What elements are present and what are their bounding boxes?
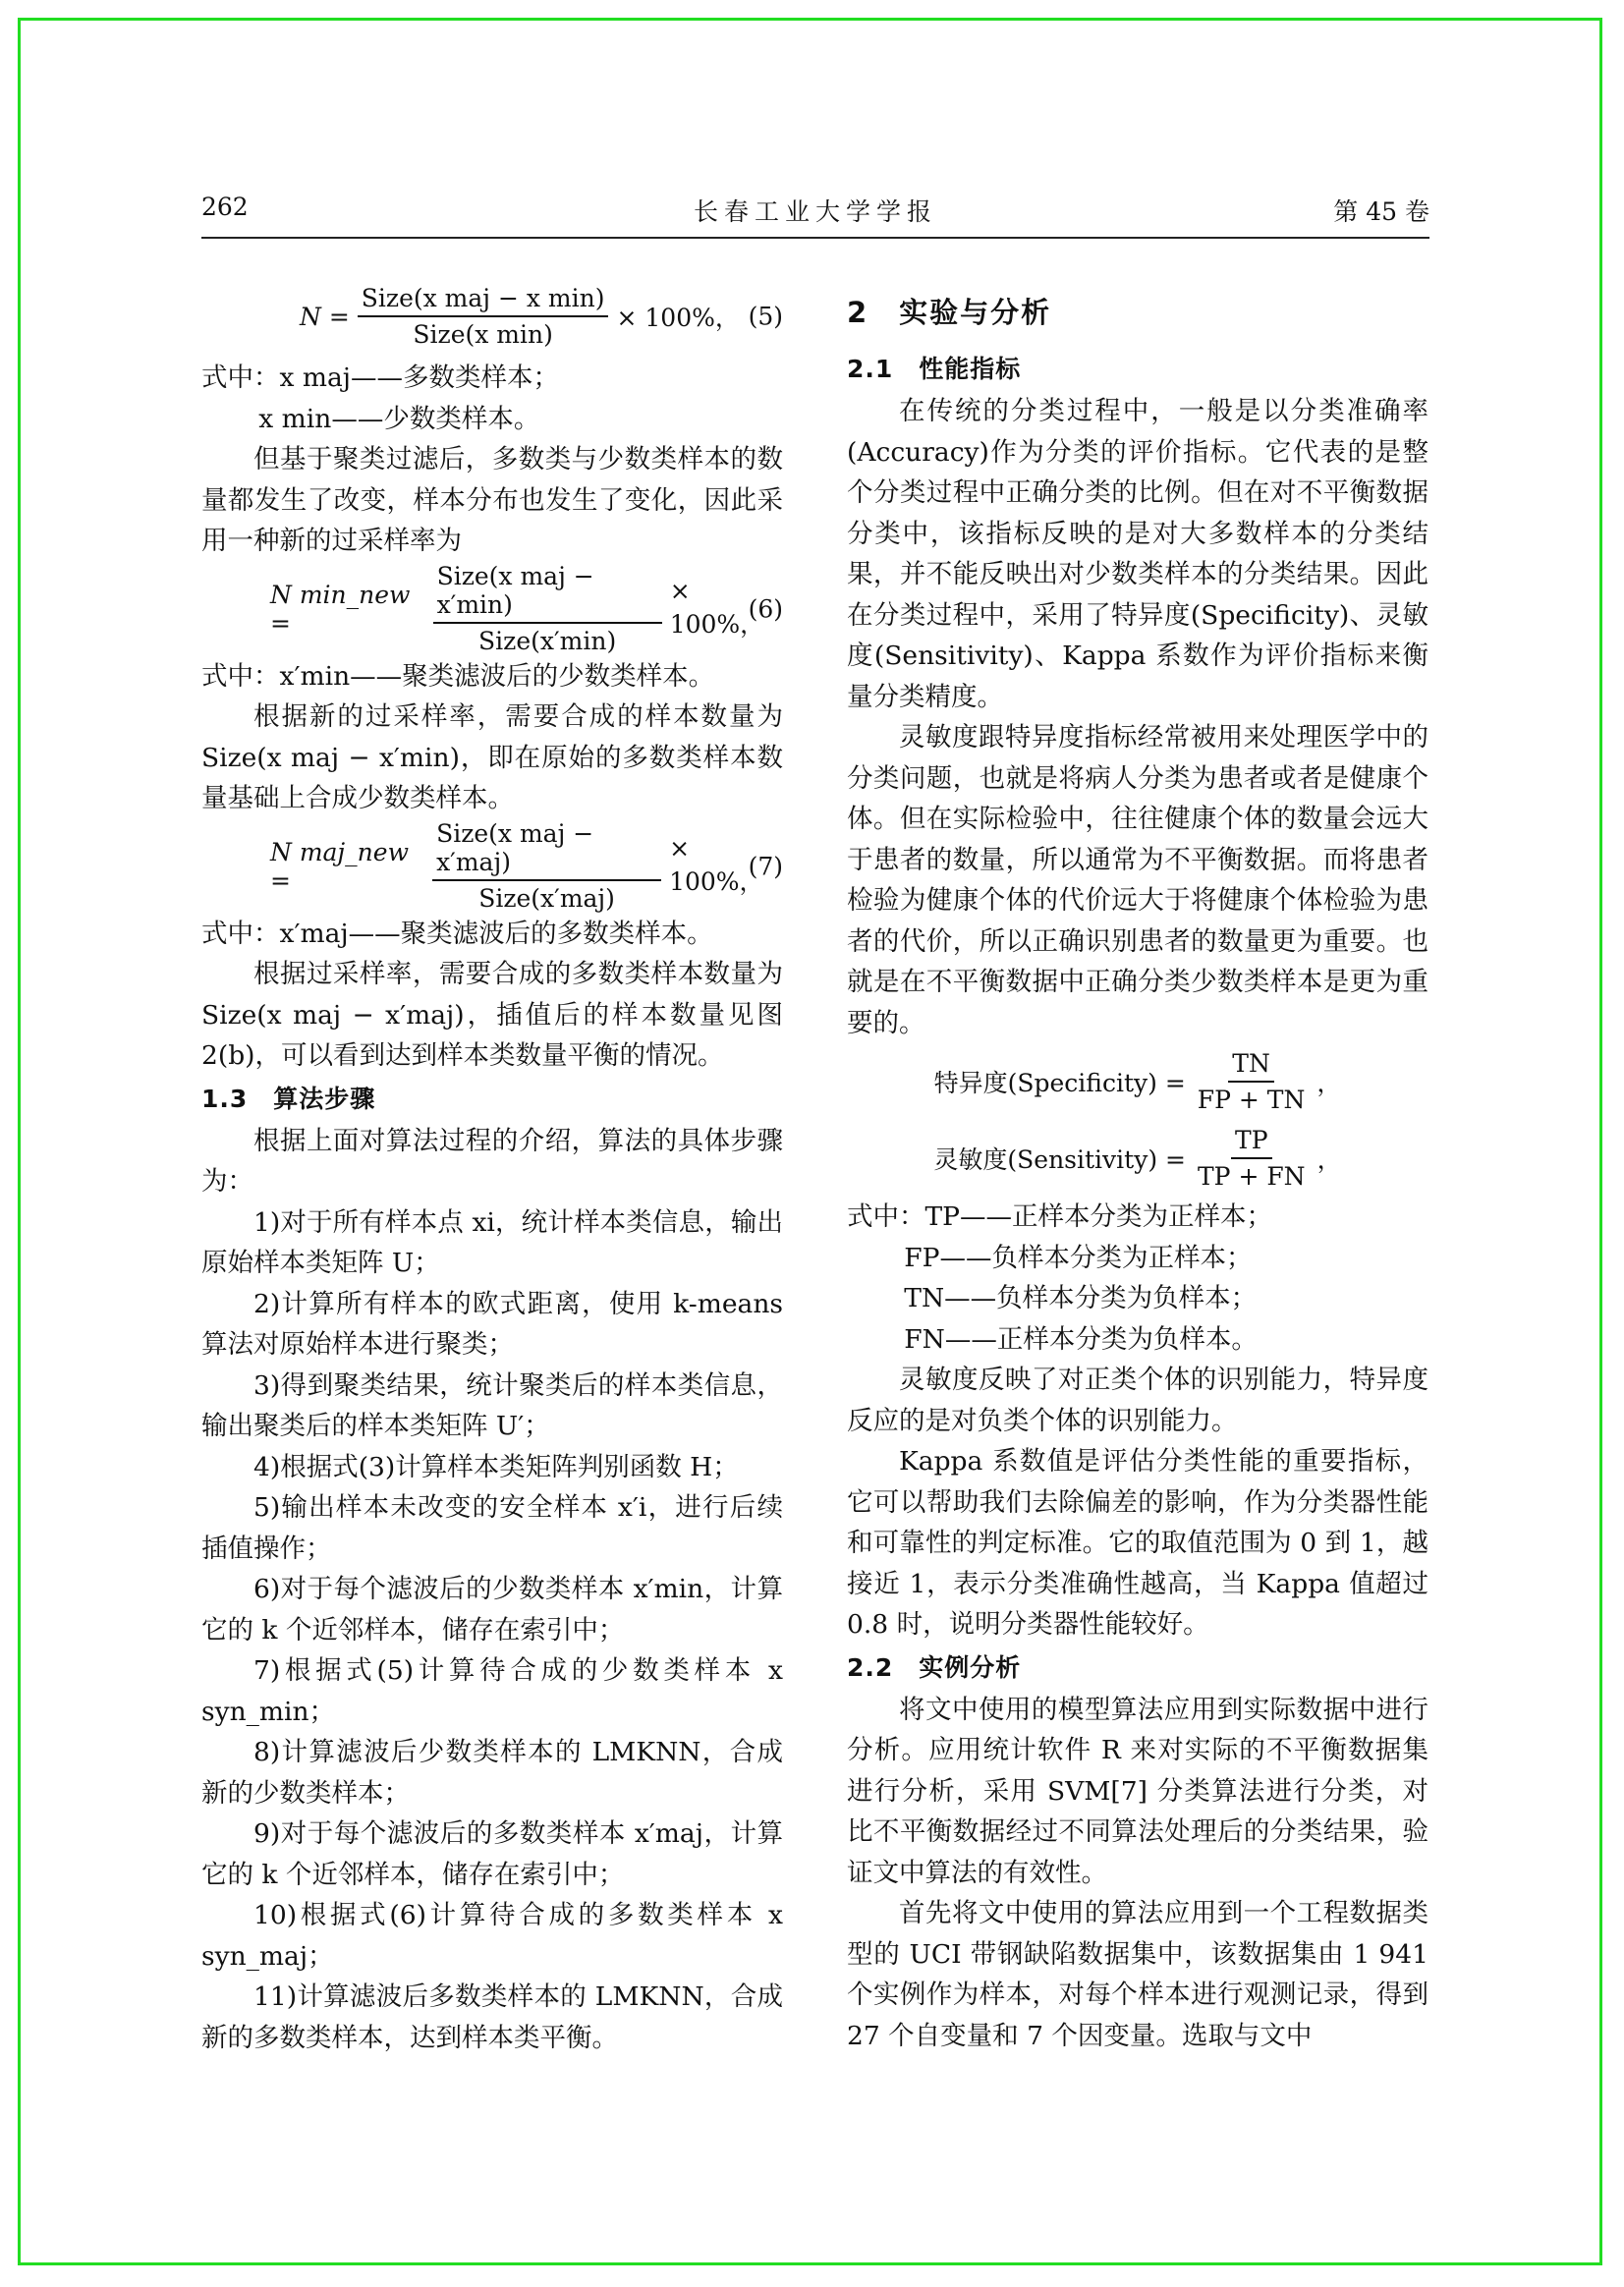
sens-comma: ，: [1316, 1145, 1342, 1174]
def7: 式中：x′maj——聚类滤波后的多数类样本。: [201, 918, 713, 949]
eq5-number: (5): [748, 302, 783, 331]
spec-lhs: 特异度(Specificity) =: [933, 1069, 1186, 1097]
eq7-tail: × 100%，: [669, 834, 764, 896]
eq5-denominator: Size(x min): [413, 320, 553, 349]
definition-tp: 式中：TP——正样本分类为正样本；: [847, 1201, 1273, 1232]
def5b: x min——少数类样本。: [258, 403, 540, 434]
eq7-lhs: N maj_new =: [270, 837, 409, 895]
sens-numerator: TP: [1231, 1126, 1272, 1159]
sens-denominator: TP + FN: [1198, 1162, 1306, 1191]
step-4: 4)根据式(3)计算样本类矩阵判别函数 H；: [253, 1451, 739, 1482]
eq6-fraction: [433, 562, 662, 655]
eq7-numerator: Size(x maj − x′maj): [432, 819, 661, 881]
paragraph: 灵敏度跟特异度指标经常被用来处理医学中的分类问题，也就是将病人分类为患者或者是健康个体。但在实际检验中，往往健康个体的数量会远大于患者的数量，所以通常为不平衡数据。而将患者检验为健康个体的代价远大于将健康个体检验为患者的代价，所以正确识别患者的数量更为重要。也就是在不平衡数据中正确分类少数类样本是更为重要的。: [847, 722, 1428, 1038]
paragraph: 灵敏度反映了对正类个体的识别能力，特异度反应的是对负类个体的识别能力。: [847, 1365, 1428, 1436]
step-7: 7)根据式(5)计算待合成的少数类样本 x syn_min；: [201, 1655, 783, 1727]
paragraph: 根据过采样率，需要合成的多数类样本数量为 Size(x maj − x′maj)，插值后的样本数量见图 2(b)，可以看到达到样本类数量平衡的情况。: [201, 959, 783, 1071]
eq6-number: (6): [748, 594, 783, 623]
paragraph: 但基于聚类过滤后，多数类与少数类样本的数量都发生了改变，样本分布也发生了变化，因此采用一种新的过采样率为: [201, 444, 783, 556]
paragraph: 首先将文中使用的算法应用到一个工程数据类型的 UCI 带钢缺陷数据集中，该数据集由 1 941个实例作为样本，对每个样本进行观测记录，得到 27 个自变量和 7 个因变量。选取与文中: [847, 1898, 1428, 2051]
step-11: 11)计算滤波后多数类样本的 LMKNN，合成新的多数类样本，达到样本类平衡。: [201, 1981, 783, 2053]
specificity-formula: [847, 1043, 1428, 1120]
definition-fn: FN——正样本分类为负样本。: [904, 1323, 1258, 1355]
section-heading-1-3: 1.3 算法步骤: [201, 1084, 376, 1113]
eq6-denominator: Size(x′min): [478, 627, 617, 655]
def5a: 式中：x maj——多数类样本；: [201, 363, 560, 393]
eq6-numerator: Size(x maj − x′min): [433, 562, 662, 624]
volume-label: 第 45 卷: [1333, 197, 1429, 226]
eq6-lhs: N min_new =: [270, 580, 411, 638]
right-column: [847, 275, 1428, 2056]
paragraph: Kappa 系数值是评估分类性能的重要指标，它可以帮助我们去除偏差的影响，作为分类器性能和可靠性的判定标准。它的取值范围为 0 到 1，越接近 1，表示分类准确性越高，当 Kappa 值超过 0.8 时，说明分类器性能较好。: [847, 1446, 1428, 1640]
step-6: 6)对于每个滤波后的少数类样本 x′min，计算它的 k 个近邻样本，储存在索引中；: [201, 1574, 783, 1646]
paragraph: 在传统的分类过程中，一般是以分类准确率(Accuracy)作为分类的评价指标。它代表的是整个分类过程中正确分类的比例。但在对不平衡数据分类中，该指标反映的是对大多数样本的分类结果，并不能反映出对少数类样本的分类结果。因此在分类过程中，采用了特异度(Specificity)、灵敏度(Sensitivity)、Kappa 系数作为评价指标来衡量分类精度。: [847, 396, 1428, 712]
page-number: 262: [201, 193, 249, 221]
paragraph: 根据新的过采样率，需要合成的样本数量为 Size(x maj − x′min)，即在原始的多数类样本数量基础上合成少数类样本。: [201, 701, 783, 813]
eq7-number: (7): [748, 852, 783, 880]
step-2: 2)计算所有样本的欧式距离，使用 k-means 算法对原始样本进行聚类；: [201, 1288, 783, 1360]
running-header: [201, 193, 1429, 238]
step-9: 9)对于每个滤波后的多数类样本 x′maj，计算它的 k 个近邻样本，储存在索引中；: [201, 1818, 783, 1890]
sens-lhs: 灵敏度(Sensitivity) =: [933, 1145, 1186, 1174]
spec-fraction: [1194, 1049, 1310, 1114]
step-10: 10)根据式(6)计算待合成的多数类样本 x syn_maj；: [201, 1900, 783, 1972]
spec-numerator: TN: [1228, 1049, 1274, 1083]
section-heading-2: 2 实验与分析: [847, 296, 1052, 329]
header-rule: [201, 237, 1429, 239]
definition-tn: TN——负样本分类为负样本；: [904, 1283, 1258, 1313]
eq5-tail: × 100%，: [616, 304, 740, 332]
step-5: 5)输出样本未改变的安全样本 x′i，进行后续插值操作；: [201, 1492, 783, 1564]
spec-denominator: FP + TN: [1197, 1086, 1306, 1114]
step-1: 1)对于所有样本点 xi，统计样本类信息，输出原始样本类矩阵 U；: [201, 1206, 783, 1278]
eq7-fraction: [432, 819, 661, 913]
eq5-lhs: N =: [300, 302, 350, 331]
equation-6: [201, 562, 783, 656]
paragraph: 根据上面对算法过程的介绍，算法的具体步骤为：: [201, 1125, 783, 1197]
sens-fraction: [1194, 1126, 1310, 1191]
journal-title: 长春工业大学学报: [693, 197, 937, 226]
spec-comma: ，: [1316, 1069, 1342, 1097]
paragraph: 将文中使用的模型算法应用到实际数据中进行分析。应用统计软件 R 来对实际的不平衡数据集进行分析，采用 SVM[7] 分类算法进行分类，对比不平衡数据经过不同算法处理后的分类结果，验证文中算法的有效性。: [847, 1694, 1428, 1888]
left-column: [201, 275, 783, 2058]
equation-7: [201, 819, 783, 914]
sensitivity-formula: [847, 1120, 1428, 1197]
eq6-tail: × 100%，: [669, 577, 765, 639]
eq5-numerator: Size(x maj − x min): [358, 284, 609, 317]
section-heading-2-2: 2.2 实例分析: [847, 1652, 1022, 1682]
step-8: 8)计算滤波后少数类样本的 LMKNN，合成新的少数类样本；: [201, 1737, 783, 1809]
def6: 式中：x′min——聚类滤波后的少数类样本。: [201, 660, 715, 692]
equation-5: [201, 275, 783, 358]
eq5-fraction: [358, 284, 609, 349]
section-heading-2-1: 2.1 性能指标: [847, 355, 1022, 383]
step-3: 3)得到聚类结果，统计聚类后的样本类信息，输出聚类后的样本类矩阵 U′；: [201, 1369, 783, 1441]
eq7-denominator: Size(x′maj): [478, 884, 615, 913]
definition-fp: FP——负样本分类为正样本；: [904, 1242, 1253, 1273]
